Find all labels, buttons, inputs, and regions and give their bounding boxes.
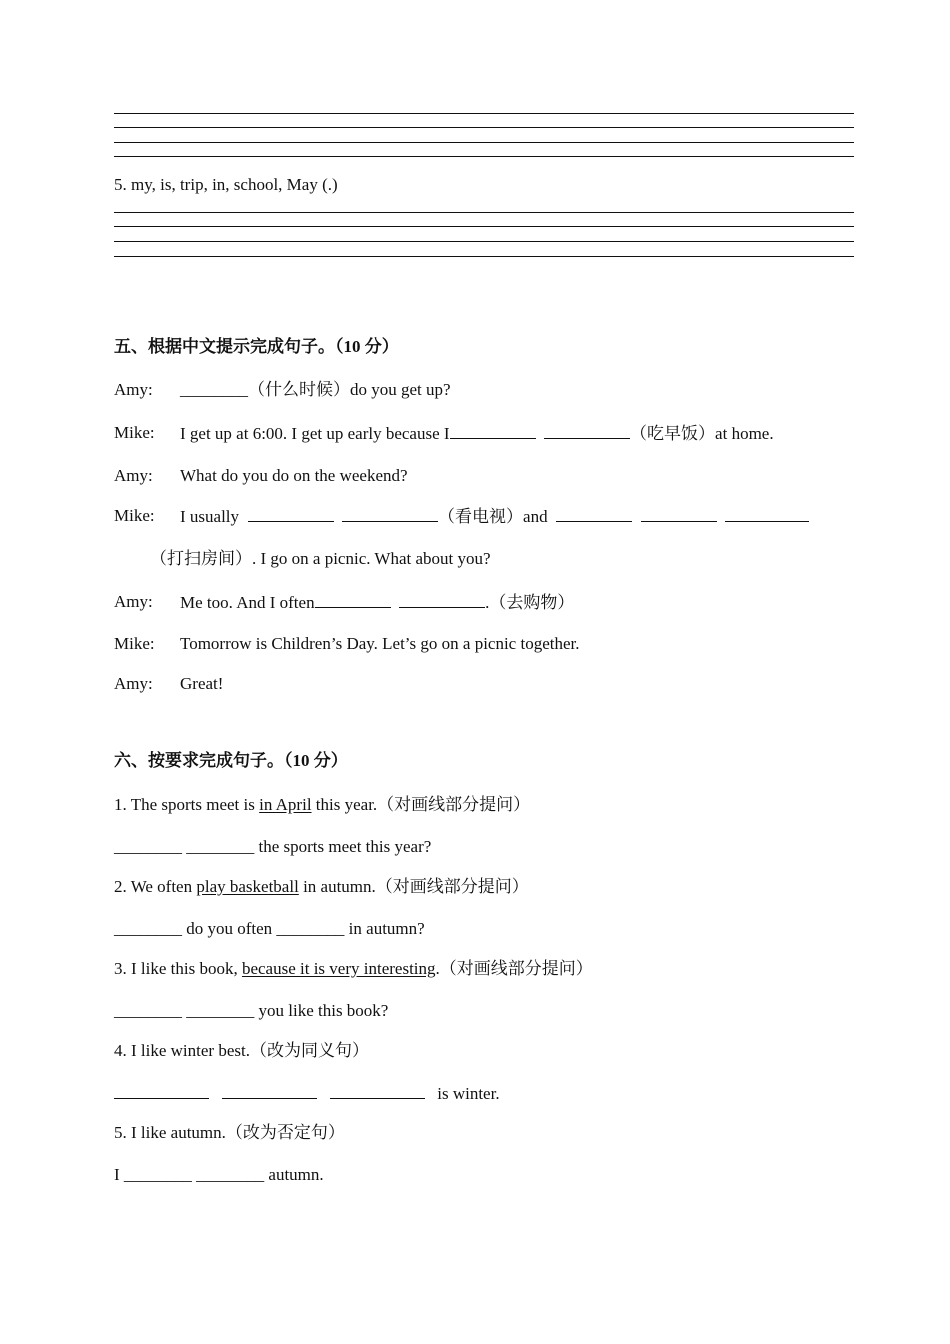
answer-line-4: is winter. bbox=[114, 1083, 500, 1104]
dialogue-line: I get up at 6:00. I get up early because I （吃早饭）at home. bbox=[180, 424, 774, 443]
answer-line-2[interactable]: ________ do you often ________ in autumn? bbox=[114, 919, 425, 938]
dialogue-line: Me too. And I often .（去购物） bbox=[180, 593, 575, 612]
answer-blank[interactable] bbox=[330, 1083, 425, 1099]
question-5-words: 5. my, is, trip, in, school, May (.) bbox=[114, 175, 338, 194]
section-6-title: 六、按要求完成句子。（10 分） bbox=[114, 751, 348, 770]
speaker-label: Mike: bbox=[114, 423, 155, 442]
answer-blank[interactable] bbox=[399, 592, 485, 608]
dialogue-line: Tomorrow is Children’s Day. Let’s go on a picnic together. bbox=[180, 634, 580, 653]
section-5-title: 五、根据中文提示完成句子。（10 分） bbox=[114, 337, 399, 356]
dialogue-line-continued: （打扫房间）. I go on a picnic. What about you? bbox=[150, 549, 491, 568]
answer-blank[interactable] bbox=[222, 1083, 317, 1099]
writing-line[interactable] bbox=[114, 241, 854, 242]
writing-line[interactable] bbox=[114, 113, 854, 114]
answer-blank[interactable] bbox=[556, 506, 632, 522]
speaker-label: Mike: bbox=[114, 634, 155, 653]
speaker-label: Mike: bbox=[114, 506, 155, 525]
answer-blank[interactable] bbox=[450, 423, 536, 439]
blank-underscores[interactable]: ________ bbox=[180, 380, 248, 399]
speaker-label: Amy: bbox=[114, 380, 153, 399]
dialogue-line: Great! bbox=[180, 674, 224, 693]
answer-line-5[interactable]: I ________ ________ autumn. bbox=[114, 1165, 324, 1184]
writing-line[interactable] bbox=[114, 256, 854, 257]
underlined-phrase: because it is very interesting bbox=[241, 959, 436, 978]
question-5: 5. I like autumn.（改为否定句） bbox=[114, 1123, 345, 1142]
question-2: 2. We often play basketball in autumn.（对画线部分提问） bbox=[114, 877, 529, 896]
answer-blank[interactable] bbox=[315, 592, 391, 608]
speaker-label: Amy: bbox=[114, 674, 153, 693]
dialogue-line: What do you do on the weekend? bbox=[180, 466, 408, 485]
writing-line[interactable] bbox=[114, 212, 854, 213]
answer-blank[interactable] bbox=[725, 506, 809, 522]
dialogue-line: ________（什么时候）do you get up? bbox=[180, 380, 451, 399]
writing-line[interactable] bbox=[114, 156, 854, 157]
answer-line-3[interactable]: ________ ________ you like this book? bbox=[114, 1001, 389, 1020]
answer-line-1[interactable]: ________ ________ the sports meet this year? bbox=[114, 837, 432, 856]
question-1: 1. The sports meet is in April this year.（对画线部分提问） bbox=[114, 795, 531, 814]
answer-blank[interactable] bbox=[342, 506, 438, 522]
writing-line[interactable] bbox=[114, 142, 854, 143]
answer-blank[interactable] bbox=[248, 506, 334, 522]
question-4: 4. I like winter best.（改为同义句） bbox=[114, 1041, 369, 1060]
underlined-phrase: play basketball bbox=[196, 877, 299, 896]
dialogue-line: I usually （看电视）and bbox=[180, 506, 809, 527]
underlined-phrase: in April bbox=[259, 795, 312, 814]
writing-line[interactable] bbox=[114, 127, 854, 128]
answer-blank[interactable] bbox=[641, 506, 717, 522]
answer-blank[interactable] bbox=[544, 423, 630, 439]
writing-line[interactable] bbox=[114, 226, 854, 227]
question-3: 3. I like this book, because it is very interesting.（对画线部分提问） bbox=[114, 959, 593, 978]
speaker-label: Amy: bbox=[114, 592, 153, 611]
answer-blank[interactable] bbox=[114, 1083, 209, 1099]
speaker-label: Amy: bbox=[114, 466, 153, 485]
